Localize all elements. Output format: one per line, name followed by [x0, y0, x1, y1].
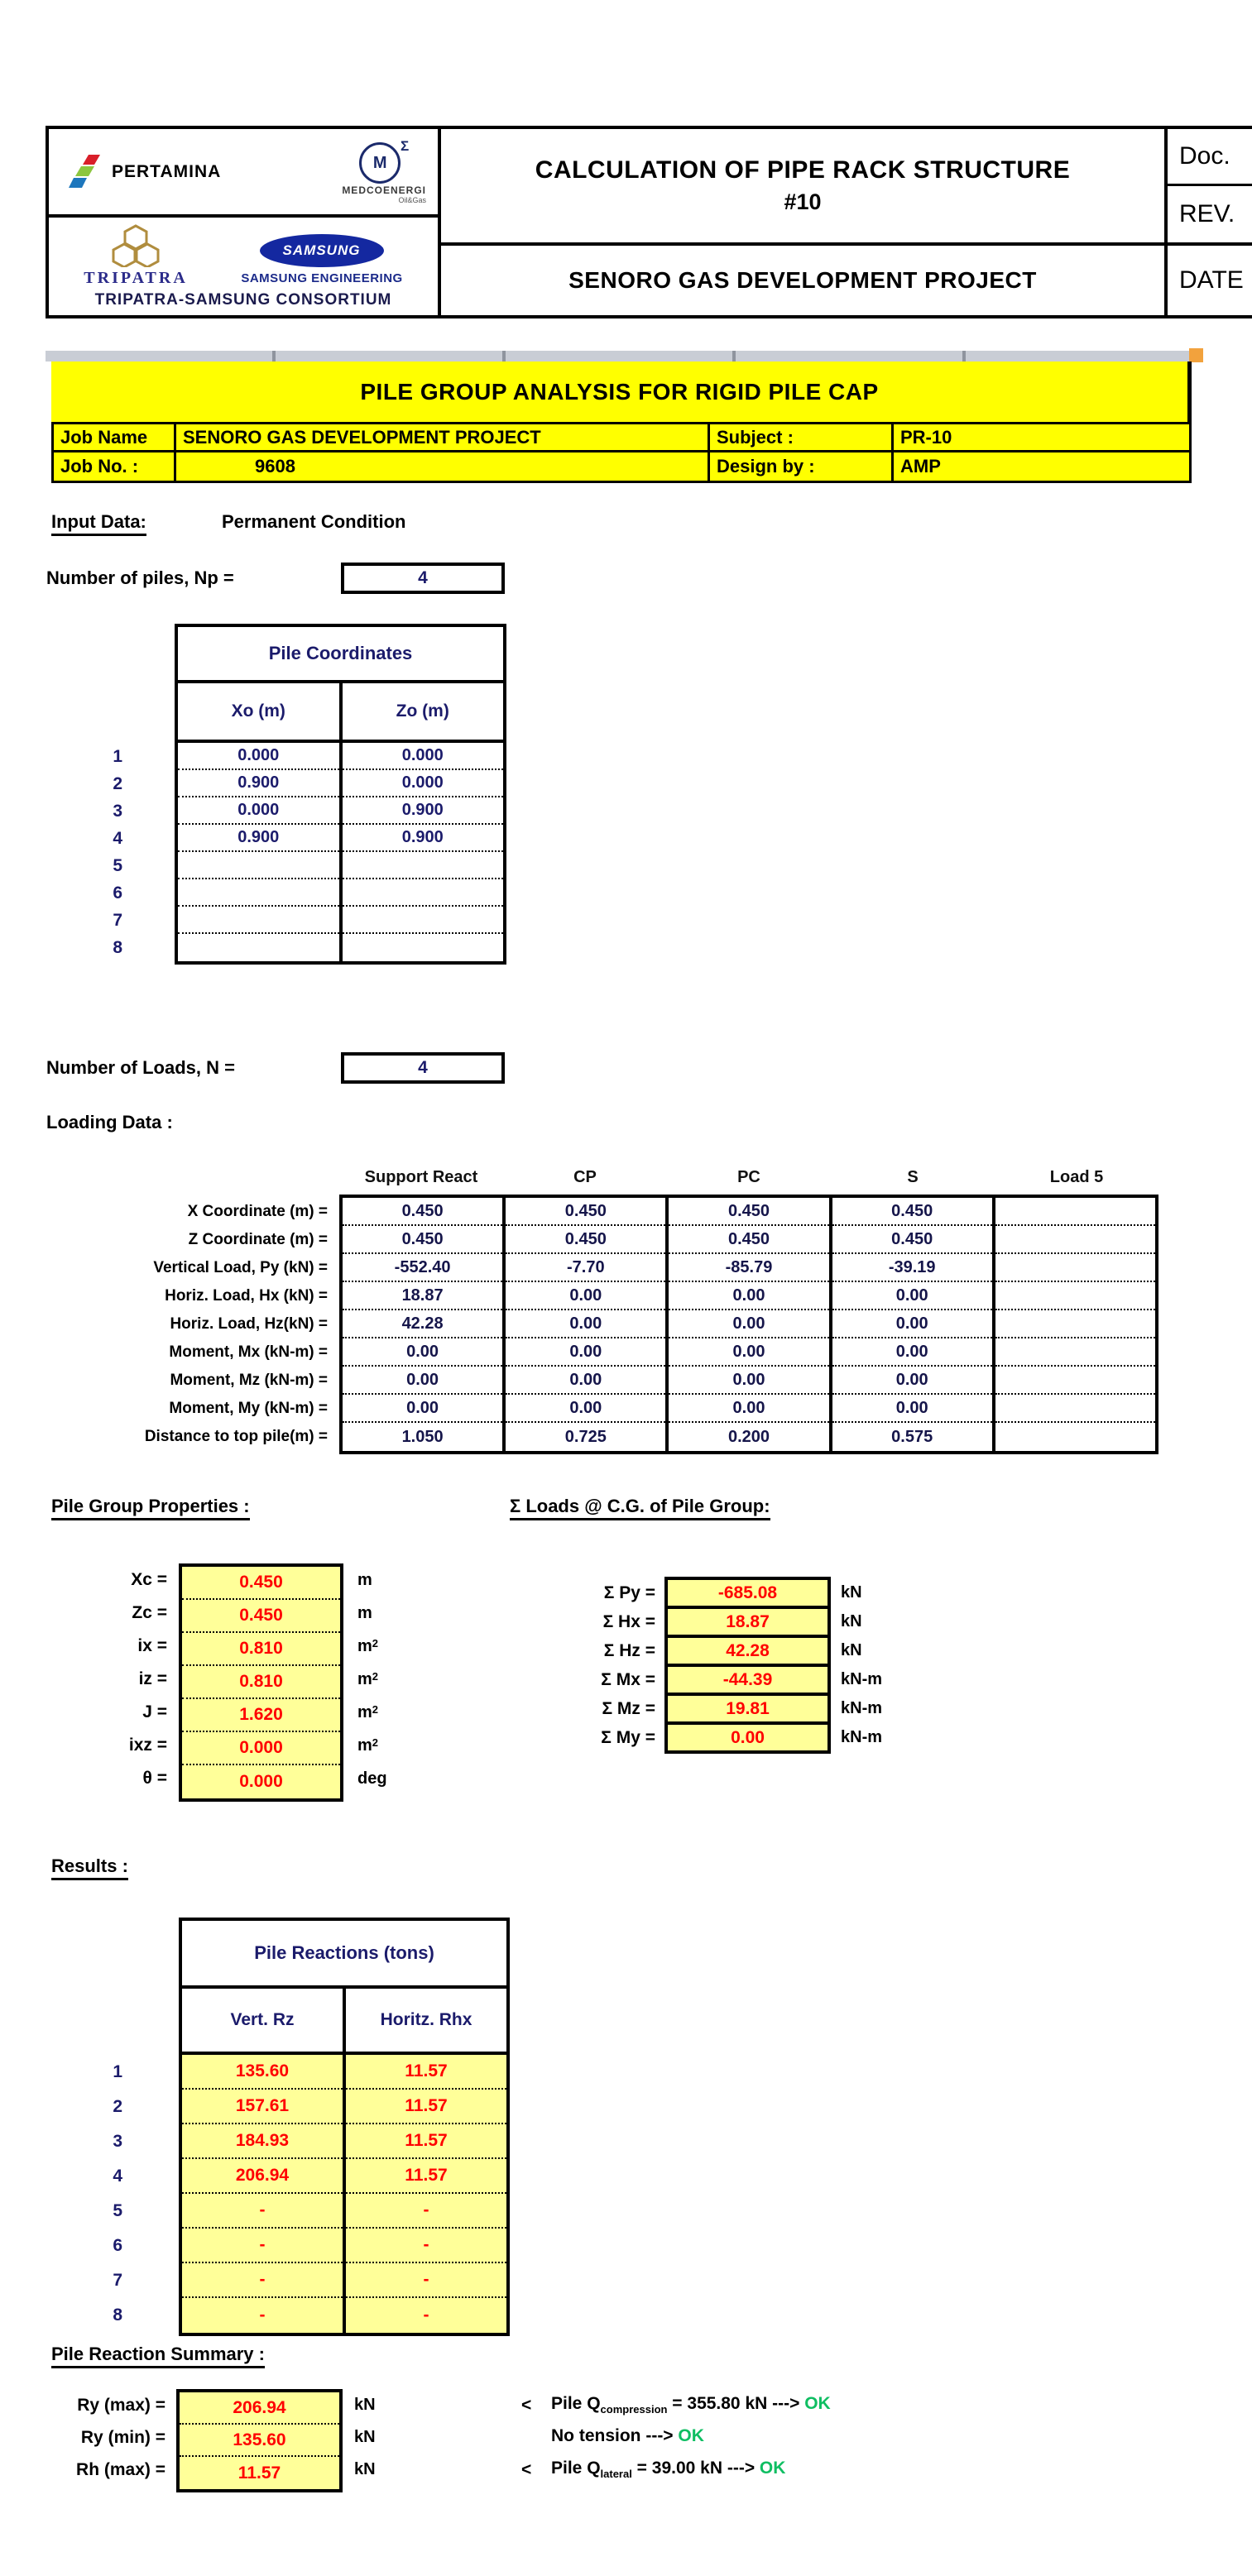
rz-cell: - [259, 2305, 266, 2325]
client-logos-cell [49, 129, 441, 315]
subject-value[interactable]: PR-10 [894, 424, 1189, 452]
property-units: m m m $^2$ m $^2$ m $^2$ m $^2$ deg [357, 1570, 387, 1788]
samsung-ellipse-icon [260, 234, 384, 267]
capacity-checks [521, 2389, 831, 2486]
cg-load-value: -44.39 [664, 1664, 831, 1696]
loading-cell[interactable] [995, 1310, 1155, 1338]
cg-load-value: 0.00 [664, 1721, 831, 1754]
load-column-s [832, 1198, 995, 1451]
property-value: 0.000 [182, 1732, 340, 1765]
zo-cell[interactable]: 0.000 [343, 770, 504, 797]
tripatra-wordmark: TRIPATRA [84, 268, 188, 287]
summary-heading: Pile Reaction Summary : [51, 2344, 265, 2368]
orange-marker [1189, 348, 1203, 362]
rhx-cell: 11.57 [346, 2055, 506, 2090]
zo-column [343, 743, 504, 961]
cg-load-labels [513, 1577, 660, 1754]
loading-row-label: Vertical Load, Py (kN) = [153, 1259, 328, 1276]
pile-row-number: 4 [113, 828, 122, 848]
loading-data-heading: Loading Data : [46, 1112, 173, 1132]
loading-cell[interactable]: 0.00 [506, 1310, 665, 1338]
property-labels [50, 1563, 172, 1795]
load-case-header: Load 5 [1049, 1168, 1104, 1186]
loading-cell[interactable]: 0.00 [832, 1367, 992, 1395]
loading-cell[interactable]: 0.00 [669, 1395, 828, 1423]
result-row-number: 6 [113, 2236, 122, 2255]
cg-load-value: -685.08 [664, 1577, 831, 1609]
samsung-engineering-label: SAMSUNG ENGINEERING [241, 271, 403, 285]
cg-load-label: Σ Mz = [602, 1698, 655, 1718]
property-label: Xc = [131, 1570, 167, 1589]
samsung-wordmark: SAMSUNG [282, 242, 361, 258]
loading-cell[interactable]: 0.450 [669, 1226, 828, 1254]
cg-load-value: 18.87 [664, 1606, 831, 1638]
property-label: θ = [142, 1769, 167, 1788]
document-title: CALCULATION OF PIPE RACK STRUCTURE [535, 156, 1071, 184]
rz-cell: 206.94 [182, 2159, 343, 2194]
rhx-cell: 11.57 [346, 2159, 506, 2194]
property-label: J = [142, 1702, 167, 1721]
job-name-label: Job Name [54, 424, 176, 452]
load-case-header: Support React [364, 1168, 478, 1186]
vert-rz-column [182, 2055, 346, 2333]
loading-row-labels [33, 1198, 333, 1451]
result-row-numbers [50, 2055, 122, 2333]
contractor-logos-cell [49, 218, 438, 315]
pile-reactions-table [179, 1918, 510, 2336]
condition-label: Permanent Condition [222, 511, 406, 532]
zo-cell[interactable] [343, 879, 504, 907]
loading-cell[interactable]: 0.00 [669, 1338, 828, 1367]
rhx-cell: - [346, 2229, 506, 2263]
cg-load-units: kN kN kN kN-m kN-m kN-m [841, 1583, 883, 1746]
zo-cell[interactable] [343, 852, 504, 879]
horitz-rhx-header: Horitz. Rhx [380, 2010, 472, 2029]
loading-cell[interactable]: 0.450 [669, 1198, 828, 1226]
load-case-header: CP [573, 1168, 597, 1186]
horitz-rhx-column [346, 2055, 506, 2333]
tripatra-hexagons-icon [103, 224, 168, 267]
result-row-number: 3 [113, 2132, 122, 2151]
rhx-cell: - [346, 2194, 506, 2229]
pile-row-number: 6 [113, 883, 122, 903]
document-title-number: #10 [784, 189, 822, 214]
loading-cell[interactable]: 1.050 [401, 1427, 444, 1446]
tension-check: No tension ---> OK [551, 2426, 704, 2446]
pile-row-number: 3 [113, 801, 122, 821]
pile-row-number: 1 [113, 746, 122, 766]
summary-label: Rh (max) = [76, 2459, 165, 2479]
number-of-loads-label: Number of Loads, N = [46, 1057, 235, 1078]
load-column-cp [506, 1198, 669, 1451]
load-column-support-react [343, 1198, 506, 1451]
loading-cell[interactable] [995, 1226, 1155, 1254]
pile-row-number: 2 [113, 773, 122, 793]
loading-data-table [339, 1195, 1158, 1454]
loading-row-label: Z Coordinate (m) = [188, 1231, 328, 1248]
project-title: SENORO GAS DEVELOPMENT PROJECT [568, 267, 1037, 293]
loading-cell[interactable]: 0.450 [506, 1198, 665, 1226]
xo-column [178, 743, 343, 961]
rhx-cell: - [346, 2263, 506, 2298]
loading-cell[interactable] [995, 1395, 1155, 1423]
result-row-number: 4 [113, 2167, 122, 2186]
loading-row-label: Moment, Mz (kN-m) = [170, 1372, 328, 1389]
pile-row-number: 7 [113, 910, 122, 930]
loading-cell[interactable]: 0.450 [832, 1226, 992, 1254]
loading-row-label: Moment, Mx (kN-m) = [169, 1343, 328, 1361]
loading-cell[interactable]: 0.00 [343, 1338, 502, 1367]
property-value: 0.810 [182, 1666, 340, 1699]
loading-cell[interactable]: 0.00 [506, 1338, 665, 1367]
rhx-cell: - [423, 2305, 429, 2325]
load-case-header: PC [737, 1168, 760, 1186]
pertamina-logo [69, 154, 221, 190]
medco-oilgas-label: Oil&Gas [398, 196, 426, 204]
property-label: ixz = [128, 1736, 167, 1755]
summary-units: kN kN kN [354, 2396, 376, 2478]
property-value: 1.620 [182, 1699, 340, 1732]
cg-load-label: Σ Mx = [601, 1669, 655, 1689]
pile-group-properties-box [179, 1563, 343, 1802]
zo-cell[interactable]: 0.000 [343, 743, 504, 770]
lateral-check: < Pile $Q_{lateral} = 39.00$ kN ---> OK [521, 2459, 786, 2481]
design-by-label: Design by : [710, 452, 894, 481]
ok-status: OK [804, 2394, 831, 2414]
loading-cell[interactable]: 0.00 [506, 1367, 665, 1395]
summary-value: 206.94 [180, 2392, 339, 2425]
number-of-piles-input[interactable]: 4 [341, 563, 505, 594]
cg-load-label: Σ Hz = [603, 1640, 655, 1660]
loading-cell[interactable]: 0.00 [343, 1367, 502, 1395]
results-heading: Results : [51, 1855, 128, 1880]
xo-cell[interactable] [178, 934, 339, 961]
pile-row-number: 8 [113, 937, 122, 957]
loading-cell[interactable]: 0.00 [669, 1367, 828, 1395]
summary-value: 11.57 [237, 2463, 281, 2483]
sheet-title-banner [51, 362, 1192, 422]
loading-row-label: Distance to top pile(m) = [144, 1428, 328, 1445]
load-case-headers [339, 1168, 1158, 1187]
document-title-cell [441, 129, 1168, 315]
loading-cell[interactable]: 0.00 [506, 1395, 665, 1423]
xo-cell[interactable]: 0.900 [178, 825, 339, 852]
xo-cell[interactable] [178, 907, 339, 934]
summary-label: Ry (max) = [77, 2395, 165, 2415]
loading-cell[interactable]: 0.00 [669, 1310, 828, 1338]
cg-load-label: Σ Hx = [602, 1611, 655, 1631]
xo-cell[interactable] [178, 852, 339, 879]
zo-column-header: Zo (m) [396, 701, 449, 721]
rz-cell: - [182, 2263, 343, 2298]
xo-cell[interactable]: 0.000 [178, 797, 339, 825]
cg-load-value: 42.28 [664, 1635, 831, 1667]
summary-labels [25, 2389, 170, 2486]
sheet-title: PILE GROUP ANALYSIS FOR RIGID PILE CAP [360, 378, 879, 405]
loading-row-label: X Coordinate (m) = [187, 1203, 328, 1220]
loading-cell[interactable]: 42.28 [343, 1310, 502, 1338]
pile-row-numbers [50, 743, 122, 961]
property-value: 0.000 [239, 1772, 283, 1791]
summary-value: 135.60 [180, 2425, 339, 2457]
zo-cell[interactable]: 0.900 [343, 825, 504, 852]
property-value: 0.810 [182, 1633, 340, 1666]
loading-row-label: Horiz. Load, Hz(kN) = [170, 1315, 328, 1333]
ok-status: OK [678, 2426, 704, 2446]
medco-wordmark: MEDCOENERGI [342, 184, 426, 196]
loading-cell[interactable]: 0.450 [832, 1198, 992, 1226]
pile-coordinates-title: Pile Coordinates [178, 627, 503, 683]
loading-cell[interactable]: -7.70 [506, 1254, 665, 1282]
loading-cell[interactable]: -552.40 [343, 1254, 502, 1282]
title-block [46, 126, 1252, 318]
rz-cell: 135.60 [182, 2055, 343, 2090]
rz-cell: 184.93 [182, 2124, 343, 2159]
doc-number-label: Doc. [1168, 129, 1252, 186]
loading-cell[interactable]: 0.575 [891, 1427, 933, 1446]
vert-rz-header: Vert. Rz [182, 1989, 346, 2052]
date-label: DATE [1179, 266, 1244, 294]
zo-cell[interactable] [343, 934, 504, 961]
consortium-label: TRIPATRA-SAMSUNG CONSORTIUM [94, 290, 392, 309]
rz-cell: - [182, 2229, 343, 2263]
zo-cell[interactable]: 0.900 [343, 797, 504, 825]
property-value: 0.450 [182, 1600, 340, 1633]
revision-label: REV. [1168, 186, 1252, 246]
loading-cell[interactable] [995, 1254, 1155, 1282]
loading-cell[interactable]: 0.00 [343, 1395, 502, 1423]
medco-circle-icon: M [359, 142, 401, 184]
rz-cell: 157.61 [182, 2090, 343, 2124]
pertamina-arrow-icon [69, 154, 105, 190]
medco-sigma-icon: Σ [400, 138, 410, 154]
job-no-value[interactable]: 9608 [176, 452, 710, 481]
rz-cell: - [182, 2194, 343, 2229]
loading-cell[interactable]: 0.00 [832, 1395, 992, 1423]
property-label: ix = [137, 1636, 167, 1655]
loading-cell[interactable]: 0.00 [669, 1282, 828, 1310]
input-data-heading: Input Data: [51, 511, 146, 536]
pile-row-number: 5 [113, 855, 122, 875]
pile-coordinates-table [175, 624, 506, 965]
number-of-piles-label: Number of piles, Np = [46, 567, 234, 588]
result-row-number: 2 [113, 2097, 122, 2116]
loading-cell[interactable] [995, 1198, 1155, 1226]
zo-cell[interactable] [343, 907, 504, 934]
loading-row-label: Horiz. Load, Hx (kN) = [165, 1287, 328, 1305]
design-by-value[interactable]: AMP [900, 456, 941, 476]
cg-load-value: 19.81 [664, 1693, 831, 1725]
xo-column-header: Xo (m) [178, 683, 343, 740]
pile-reactions-title: Pile Reactions (tons) [182, 1921, 506, 1989]
loading-cell[interactable]: -39.19 [832, 1254, 992, 1282]
summary-values-box [176, 2389, 343, 2492]
compression-check: < Pile $Q_{compression} = 355.80$ kN ---> OK [521, 2394, 831, 2416]
property-value: 0.450 [182, 1567, 340, 1600]
loading-cell[interactable]: 0.725 [564, 1427, 607, 1446]
property-label: iz = [138, 1669, 167, 1688]
loading-cell[interactable] [995, 1338, 1155, 1367]
cg-load-label: Σ Py = [603, 1582, 655, 1602]
summary-label: Ry (min) = [80, 2427, 165, 2447]
load-column-pc [669, 1198, 832, 1451]
client-logos-row [49, 129, 438, 218]
job-info-table [51, 422, 1192, 483]
medcoenergi-logo [342, 139, 426, 204]
cg-loads-boxes [664, 1577, 831, 1754]
loading-row-label: Moment, My (kN-m) = [169, 1400, 328, 1417]
subject-label: Subject : [710, 424, 894, 452]
loading-cell[interactable]: 0.450 [343, 1226, 502, 1254]
xo-cell[interactable]: 0.900 [178, 770, 339, 797]
loading-cell[interactable]: 0.00 [832, 1282, 992, 1310]
loading-cell[interactable]: 0.00 [832, 1338, 992, 1367]
xo-cell[interactable] [178, 879, 339, 907]
number-of-loads-input[interactable]: 4 [341, 1052, 505, 1084]
loading-cell[interactable]: 0.00 [506, 1282, 665, 1310]
rhx-cell: 11.57 [346, 2124, 506, 2159]
doc-meta-column [1168, 129, 1252, 315]
cg-load-label: Σ My = [601, 1727, 655, 1747]
result-row-number: 8 [113, 2305, 122, 2325]
rhx-cell: 11.57 [346, 2090, 506, 2124]
xo-cell[interactable]: 0.000 [178, 743, 339, 770]
property-label: Zc = [132, 1603, 167, 1622]
result-row-number: 5 [113, 2201, 122, 2220]
loading-cell[interactable]: 0.200 [727, 1427, 770, 1446]
cg-loads-heading: Σ Loads @ C.G. of Pile Group: [510, 1496, 770, 1520]
pile-group-properties-heading: Pile Group Properties : [51, 1496, 250, 1520]
pertamina-wordmark: PERTAMINA [112, 161, 222, 181]
load-column-load5 [995, 1198, 1155, 1451]
loading-cell[interactable]: 0.450 [343, 1198, 502, 1226]
loading-cell[interactable] [995, 1282, 1155, 1310]
loading-cell[interactable]: 0.450 [506, 1226, 665, 1254]
loading-cell[interactable]: 0.00 [832, 1310, 992, 1338]
job-name-value[interactable]: SENORO GAS DEVELOPMENT PROJECT [176, 424, 710, 452]
job-no-label: Job No. : [54, 452, 176, 481]
load-case-header: S [907, 1168, 919, 1186]
result-row-number: 1 [113, 2062, 122, 2081]
loading-cell[interactable] [995, 1423, 1155, 1451]
loading-cell[interactable]: 18.87 [343, 1282, 502, 1310]
loading-cell[interactable]: -85.79 [669, 1254, 828, 1282]
loading-cell[interactable] [995, 1367, 1155, 1395]
spreadsheet-row-strip [46, 351, 1190, 362]
result-row-number: 7 [113, 2271, 122, 2290]
ok-status: OK [759, 2459, 786, 2478]
